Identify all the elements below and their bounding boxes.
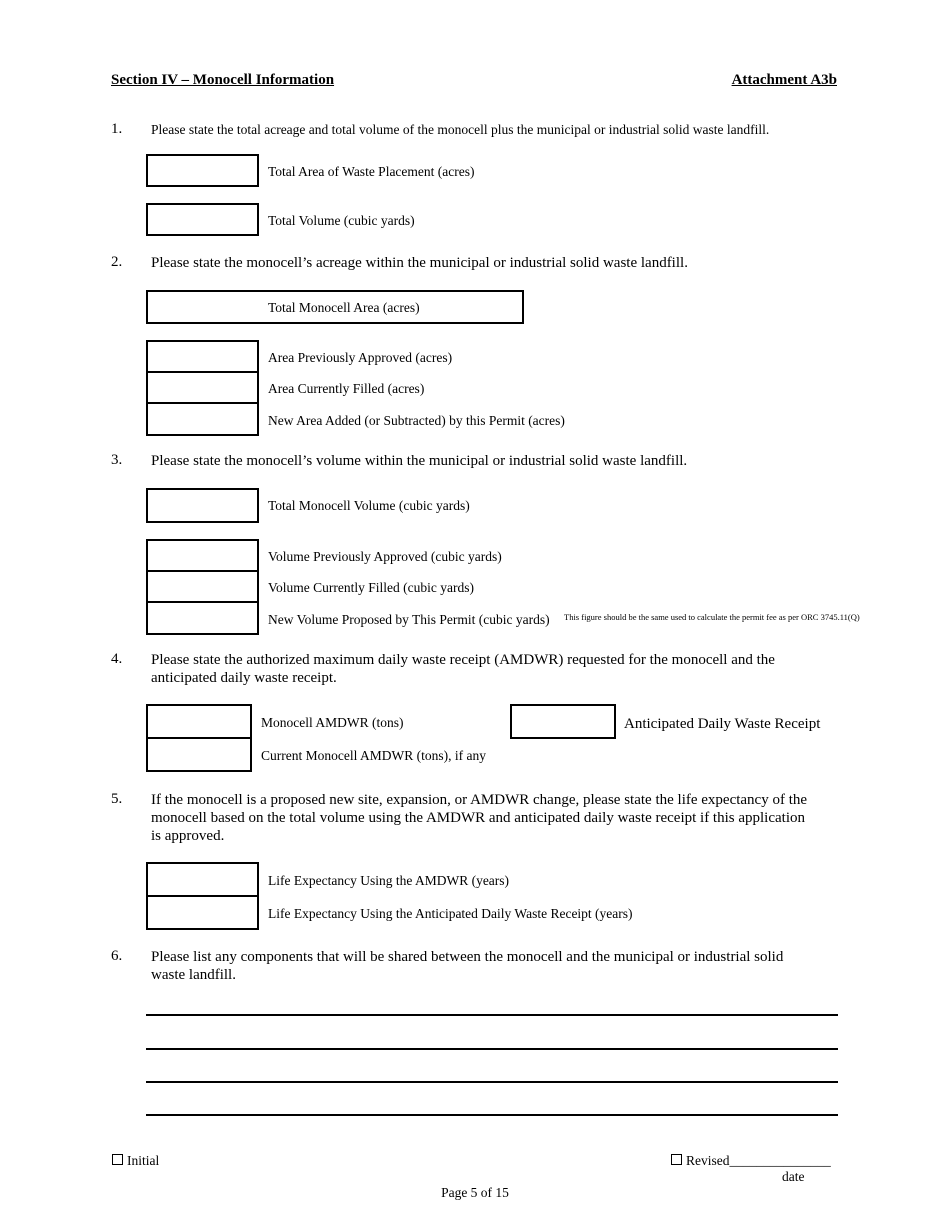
- question-text: Please state the total acreage and total volume of the monocell plus the municipal or industrial solid waste landfill.: [151, 122, 770, 137]
- total-area-input[interactable]: [146, 154, 259, 187]
- question-number: 3.: [111, 452, 123, 468]
- life-expectancy-amdwr-input[interactable]: [146, 862, 259, 897]
- new-volume-proposed-input[interactable]: [146, 601, 259, 635]
- field-label: Volume Previously Approved (cubic yards): [268, 549, 502, 564]
- initial-label: Initial: [127, 1153, 160, 1168]
- question-text: Please state the monocell’s volume within the municipal or industrial solid waste landfill.: [151, 453, 688, 469]
- page-number: Page 5 of 15: [441, 1185, 509, 1200]
- attachment-label: Attachment A3b: [731, 72, 837, 88]
- question-number: 1.: [111, 121, 123, 137]
- field-label: Area Currently Filled (acres): [268, 381, 425, 396]
- area-previously-approved-input[interactable]: [146, 340, 259, 373]
- revised-option[interactable]: [671, 1153, 831, 1169]
- date-label: date: [782, 1169, 805, 1184]
- monocell-amdwr-input[interactable]: [146, 704, 252, 739]
- field-label: Volume Currently Filled (cubic yards): [268, 580, 474, 595]
- answer-line[interactable]: [146, 1114, 838, 1116]
- area-currently-filled-input[interactable]: [146, 371, 259, 404]
- new-area-added-input[interactable]: [146, 402, 259, 436]
- field-label: Total Area of Waste Placement (acres): [268, 164, 475, 179]
- field-label: Current Monocell AMDWR (tons), if any: [261, 748, 486, 763]
- footnote: This figure should be the same used to calculate the permit fee as per ORC 3745.11(Q): [564, 612, 860, 622]
- volume-previously-approved-input[interactable]: [146, 539, 259, 572]
- answer-line[interactable]: [146, 1048, 838, 1050]
- question-text: Please state the monocell’s acreage within the municipal or industrial solid waste landfill.: [151, 255, 688, 271]
- field-label: Area Previously Approved (acres): [268, 350, 453, 365]
- field-label: Life Expectancy Using the Anticipated Daily Waste Receipt (years): [268, 906, 633, 921]
- total-volume-input[interactable]: [146, 203, 259, 236]
- answer-line[interactable]: [146, 1081, 838, 1083]
- current-monocell-amdwr-input[interactable]: [146, 737, 252, 772]
- field-label: New Volume Proposed by This Permit (cubic yards): [268, 612, 550, 627]
- field-label: Monocell AMDWR (tons): [261, 715, 404, 730]
- section-title: Section IV – Monocell Information: [111, 72, 335, 88]
- revised-checkbox[interactable]: [671, 1154, 682, 1165]
- field-label: Life Expectancy Using the AMDWR (years): [268, 873, 510, 888]
- total-monocell-volume-input[interactable]: [146, 488, 259, 523]
- initial-checkbox[interactable]: [112, 1154, 123, 1165]
- question-number: 2.: [111, 254, 123, 270]
- life-expectancy-anticipated-input[interactable]: [146, 895, 259, 930]
- field-label: Total Volume (cubic yards): [268, 213, 415, 228]
- field-label: New Area Added (or Subtracted) by this Permit (acres): [268, 413, 565, 428]
- anticipated-daily-waste-input[interactable]: [510, 704, 616, 739]
- question-text-line: monocell based on the total volume using the AMDWR and anticipated daily waste receipt if this application: [151, 810, 806, 826]
- question-text-line: If the monocell is a proposed new site, expansion, or AMDWR change, please state the life expectancy of the: [151, 792, 808, 808]
- initial-option[interactable]: [112, 1153, 159, 1169]
- field-label: Anticipated Daily Waste Receipt: [624, 716, 821, 732]
- question-number: 4.: [111, 651, 123, 667]
- revised-label: Revised_______________: [686, 1153, 831, 1168]
- answer-line[interactable]: [146, 1014, 838, 1016]
- question-text-line: Please list any components that will be shared between the monocell and the municipal or industrial solid: [151, 949, 784, 965]
- question-text-line: is approved.: [151, 828, 225, 844]
- question-text-line: anticipated daily waste receipt.: [151, 670, 337, 686]
- question-text-line: Please state the authorized maximum daily waste receipt (AMDWR) requested for the monocell and the: [151, 652, 775, 668]
- field-label: Total Monocell Area (acres): [268, 300, 420, 315]
- question-number: 5.: [111, 791, 123, 807]
- volume-currently-filled-input[interactable]: [146, 570, 259, 603]
- field-label: Total Monocell Volume (cubic yards): [268, 498, 470, 513]
- question-text-line: waste landfill.: [151, 967, 236, 983]
- question-number: 6.: [111, 948, 123, 964]
